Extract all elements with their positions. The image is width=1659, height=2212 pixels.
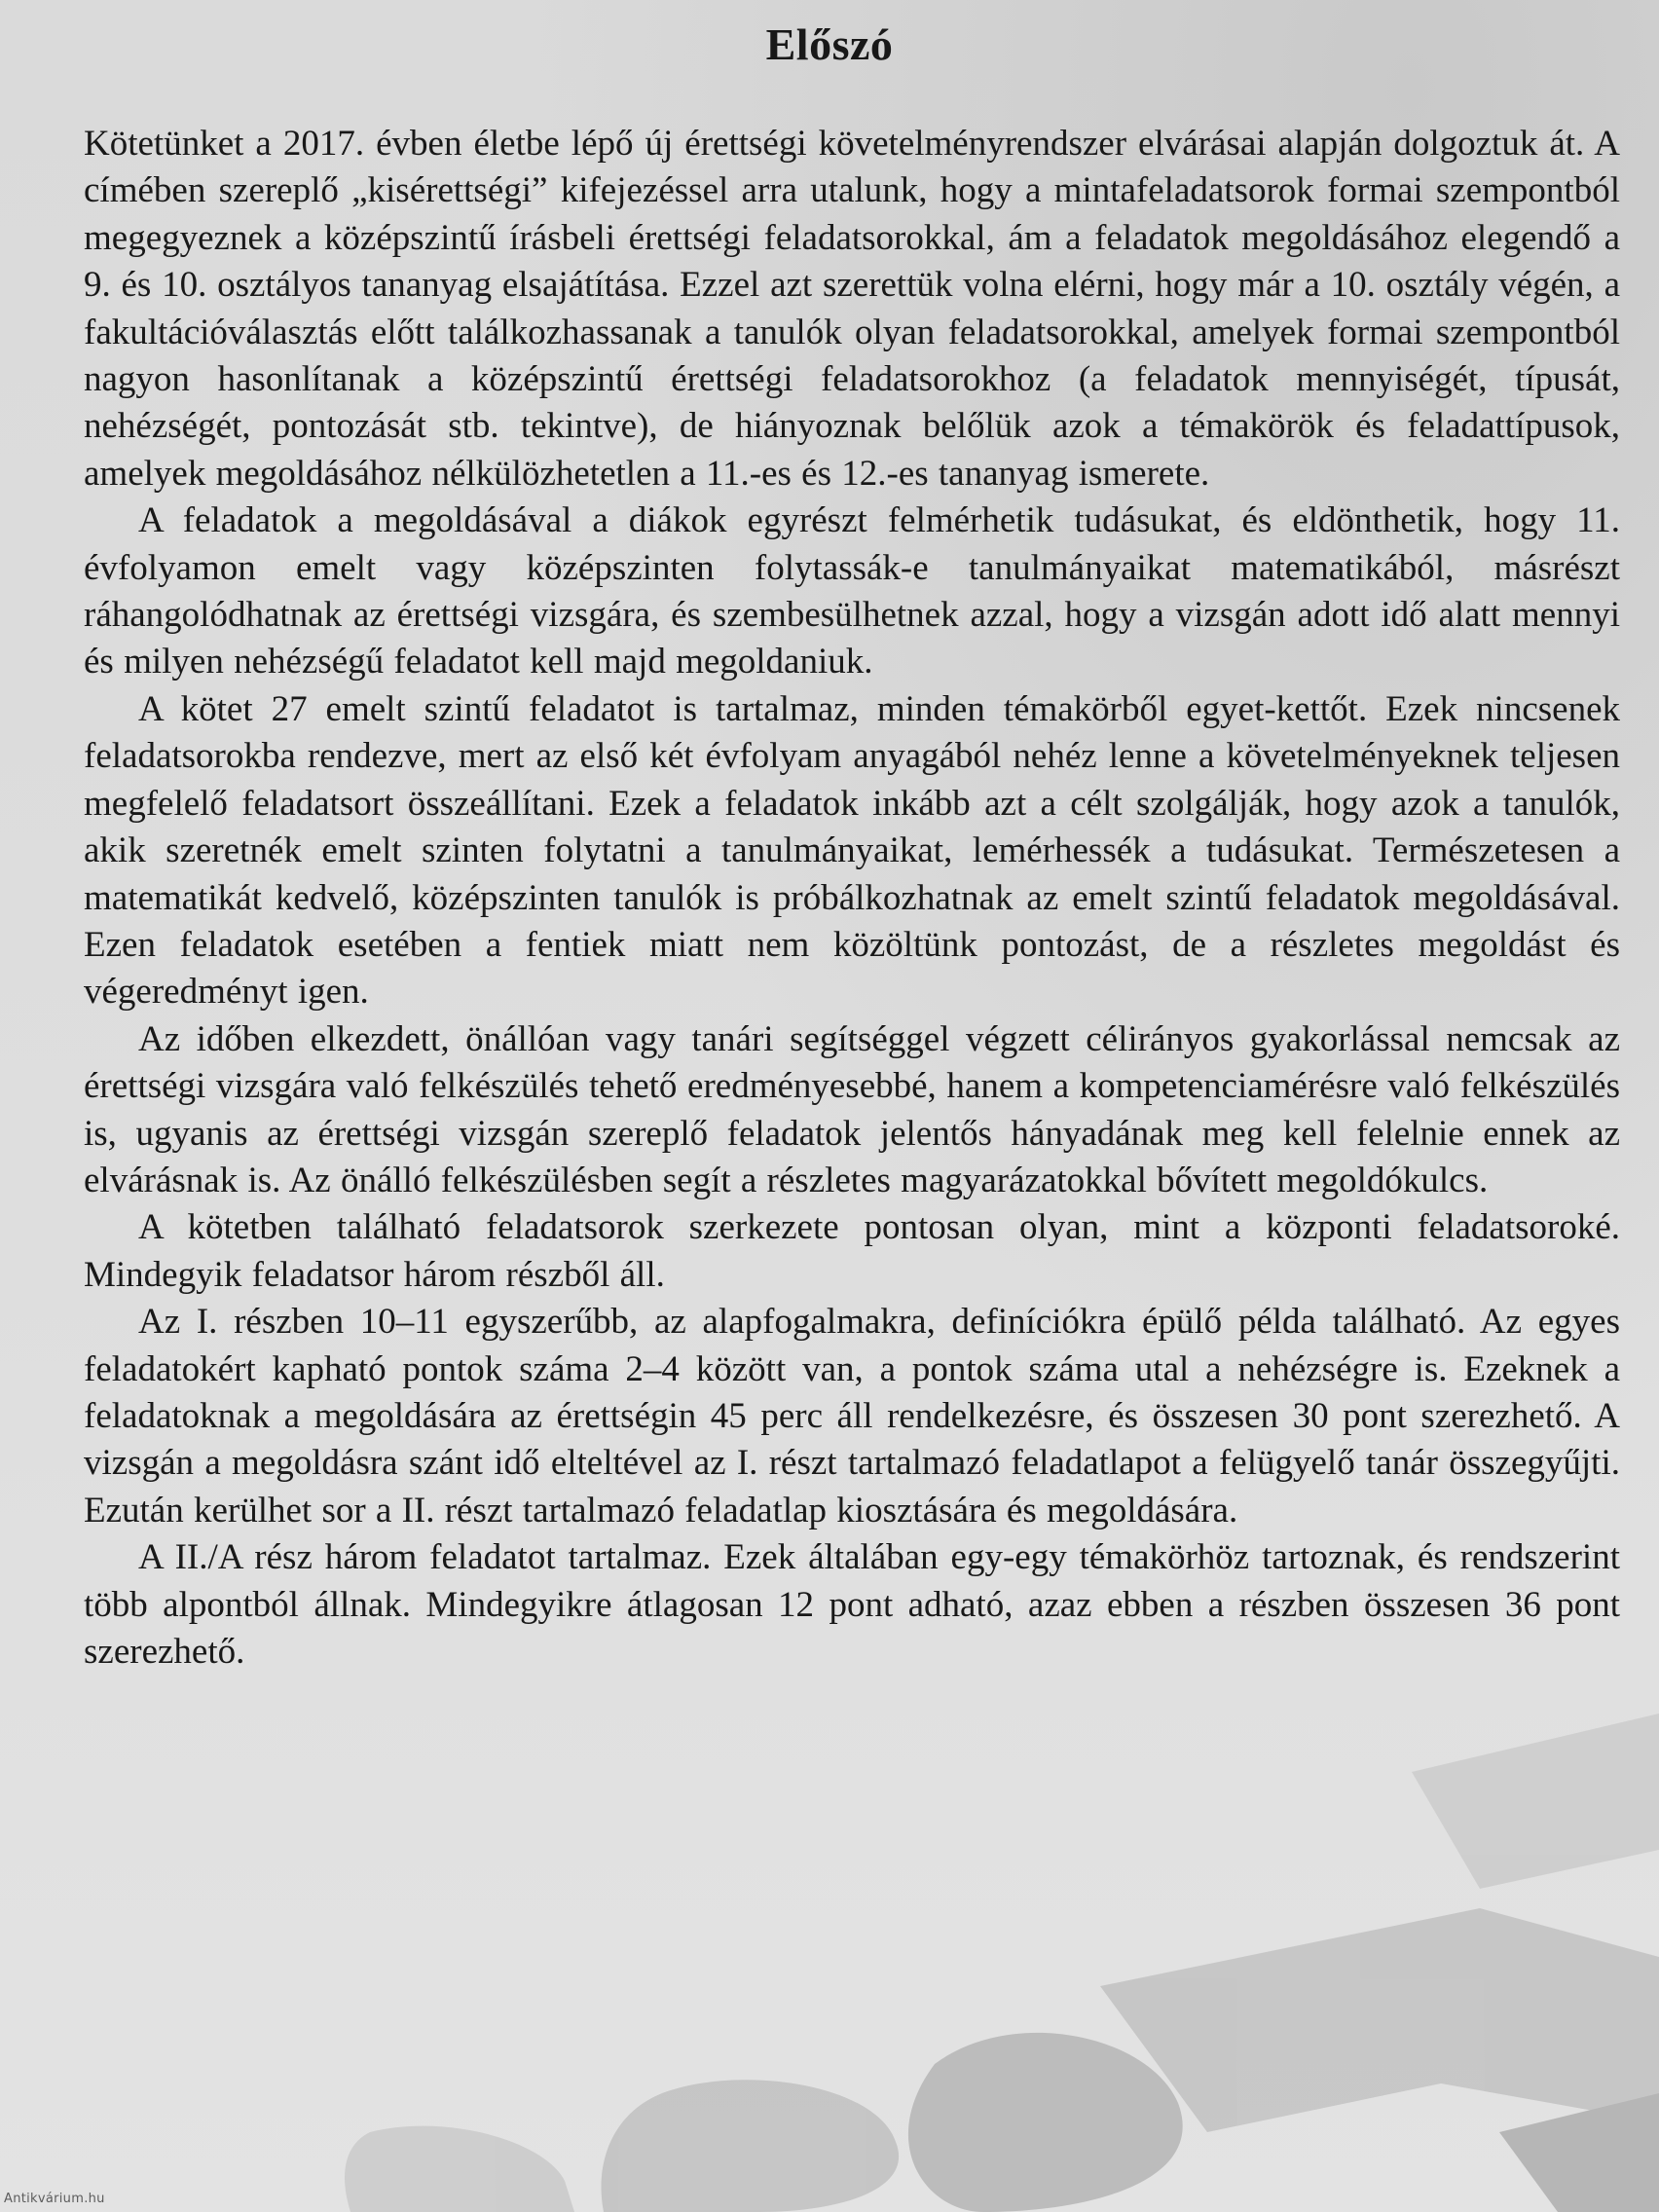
paragraph-4: Az időben elkezdett, önállóan vagy tanári segítséggel végzett célirányos gyakorlással nemcsak az érettségi vizsgára való felkészülés tehető eredményesebbé, hanem a kompetenciamérésre való felkészülés is, ugyanis az érettségi vizsgán szereplő feladatok jelentős hányadának meg kell felelnie ennek az elvárásnak is. Az önálló felkészülésben segít a részletes magyarázatokkal bővített megoldókulcs. bbox=[84, 1018, 1620, 1200]
watermark-text: Antikvárium.hu bbox=[4, 2192, 105, 2206]
paragraph-7: A II./A rész három feladatot tartalmaz. Ezek általában egy-egy témakörhöz tartoznak, és rendszerint több alpontból állnak. Mindegyikre átlagosan 12 pont adható, azaz ebben a részben összesen 36 pont szerezhető. bbox=[84, 1537, 1620, 1672]
page-title: Előszó bbox=[765, 19, 894, 69]
paragraph-2: A feladatok a megoldásával a diákok egyrészt felmérhetik tudásukat, és eldönthetik, hogy 11. évfolyamon emelt vagy középszinten folytassák-e tanulmányaikat matematikából, másrészt ráhangolódhatnak az érettségi vizsgára, és szembesülhetnek azzal, hogy a vizsgán adott idő alatt mennyi és milyen nehézségű feladatot kell majd megoldaniuk. bbox=[84, 500, 1620, 682]
paragraph-3: A kötet 27 emelt szintű feladatot is tartalmaz, minden témakörből egyet-kettőt. Ezek nincsenek feladatsorokba rendezve, mert az első két évfolyam anyagából nehéz lenne a követelményeknek teljesen megfelelő feladatsort összeállítani. Ezek a feladatok inkább azt a célt szolgálják, hogy azok a tanulók, akik szeretnék emelt szinten folytatni a tanulmányaikat, lemérhessék a tudásukat. Természetesen a matematikát kedvelő, középszinten tanulók is próbálkozhatnak az emelt szintű feladatok megoldásával. Ezen feladatok esetében a fentiek miatt nem közöltünk pontozást, de a részletes megoldást és végeredményt igen. bbox=[84, 688, 1620, 1013]
paragraph-6: Az I. részben 10–11 egyszerűbb, az alapfogalmakra, definíciókra épülő példa található. Az egyes feladatokért kapható pontok száma 2–4 között van, a pontok száma utal a nehézségre is. Ezeknek a feladatoknak a megoldására az érettségin 45 perc áll rendelkezésre, és összesen 30 pont szerezhető. A vizsgán a megoldásra szánt idő elteltével az I. részt tartalmazó feladatlapot a felügyelő tanár összegyűjti. Ezután kerülhet sor a II. részt tartalmazó feladatlap kiosztására és megoldására. bbox=[84, 1302, 1620, 1530]
background-number-shapes bbox=[345, 1714, 1659, 2212]
paragraph-5: A kötetben található feladatsorok szerkezete pontosan olyan, mint a központi feladatsoroké. Mindegyik feladatsor három részből áll. bbox=[84, 1207, 1620, 1295]
preface-body bbox=[84, 121, 1620, 1676]
paragraph-1: Kötetünket a 2017. évben életbe lépő új érettségi követelményrendszer elvárásai alapján dolgoztuk át. A címében szereplő „kisérettségi” kifejezéssel arra utalunk, hogy a mintafeladatsorok formai szempontból megegyeznek a középszintű írásbeli érettségi feladatsorokkal, ám a feladatok megoldásához elegendő a 9. és 10. osztályos tananyag elsajátítása. Ezzel azt szerettük volna elérni, hogy már a 10. osztály végén, a fakultációválasztás előtt találkozhassanak a tanulók olyan feladatsorokkal, amelyek formai szempontból nagyon hasonlítanak a középszintű érettségi feladatsorokhoz (a feladatok mennyiségét, típusát, nehézségét, pontozását stb. tekintve), de hiányoznak belőlük azok a témakörök és feladattípusok, amelyek megoldásához nélkülözhetetlen a 11.-es és 12.-es tananyag ismerete. bbox=[84, 124, 1620, 494]
